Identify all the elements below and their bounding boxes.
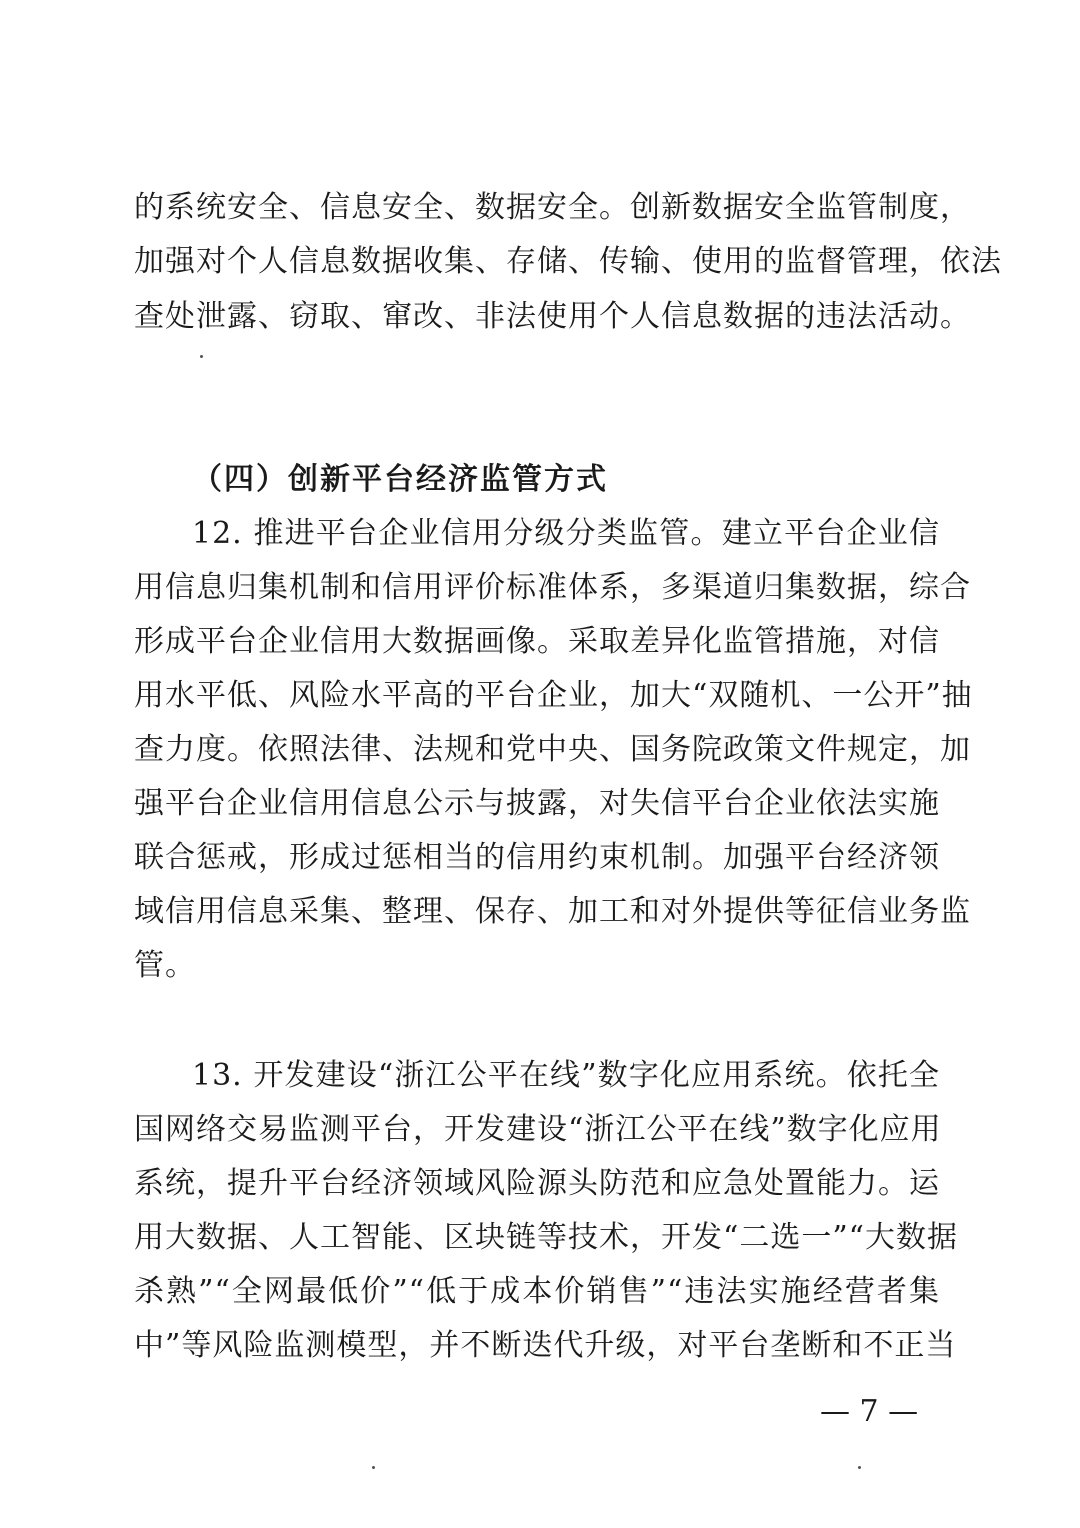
paragraph-12-line-7: 联合惩戒，形成过惩相当的信用约束机制。加强平台经济领 <box>134 840 940 875</box>
paragraph-12-line-6: 强平台企业信用信息公示与披露，对失信平台企业依法实施 <box>134 786 940 821</box>
paragraph-1-line-3: 查处泄露、窃取、窜改、非法使用个人信息数据的违法活动。 <box>134 299 971 334</box>
scan-speck <box>200 355 203 358</box>
paragraph-12-line-5: 查力度。依照法律、法规和党中央、国务院政策文件规定，加 <box>134 732 971 767</box>
paragraph-12-line-2: 用信息归集机制和信用评价标准体系，多渠道归集数据，综合 <box>134 570 971 605</box>
paragraph-1-line-2: 加强对个人信息数据收集、存储、传输、使用的监督管理，依法 <box>134 244 1002 279</box>
section-heading: （四）创新平台经济监管方式 <box>192 462 608 497</box>
paragraph-12-line-4: 用水平低、风险水平高的平台企业，加大“双随机、一公开”抽 <box>134 678 973 713</box>
scan-speck <box>372 1466 375 1469</box>
page-number: — 7 — <box>820 1394 919 1429</box>
paragraph-13-line-4: 用大数据、人工智能、区块链等技术，开发“二选一”“大数据 <box>134 1220 959 1255</box>
paragraph-1-line-1: 的系统安全、信息安全、数据安全。创新数据安全监管制度， <box>134 190 971 225</box>
paragraph-13-line-5: 杀熟”“全网最低价”“低于成本价销售”“违法实施经营者集 <box>134 1274 940 1309</box>
scan-speck <box>858 1466 861 1469</box>
paragraph-12-line-9: 管。 <box>134 948 196 983</box>
paragraph-12-line-8: 域信用信息采集、整理、保存、加工和对外提供等征信业务监 <box>134 894 971 929</box>
paragraph-12-line-3: 形成平台企业信用大数据画像。采取差异化监管措施，对信 <box>134 624 940 659</box>
paragraph-13-line-3: 系统，提升平台经济领域风险源头防范和应急处置能力。运 <box>134 1166 940 1201</box>
paragraph-13-line-1: 13. 开发建设“浙江公平在线”数字化应用系统。依托全 <box>192 1058 940 1093</box>
paragraph-12-line-1: 12. 推进平台企业信用分级分类监管。建立平台企业信 <box>192 516 940 551</box>
paragraph-13-line-6: 中”等风险监测模型，并不断迭代升级，对平台垄断和不正当 <box>134 1328 957 1363</box>
paragraph-13-line-2: 国网络交易监测平台，开发建设“浙江公平在线”数字化应用 <box>134 1112 942 1147</box>
